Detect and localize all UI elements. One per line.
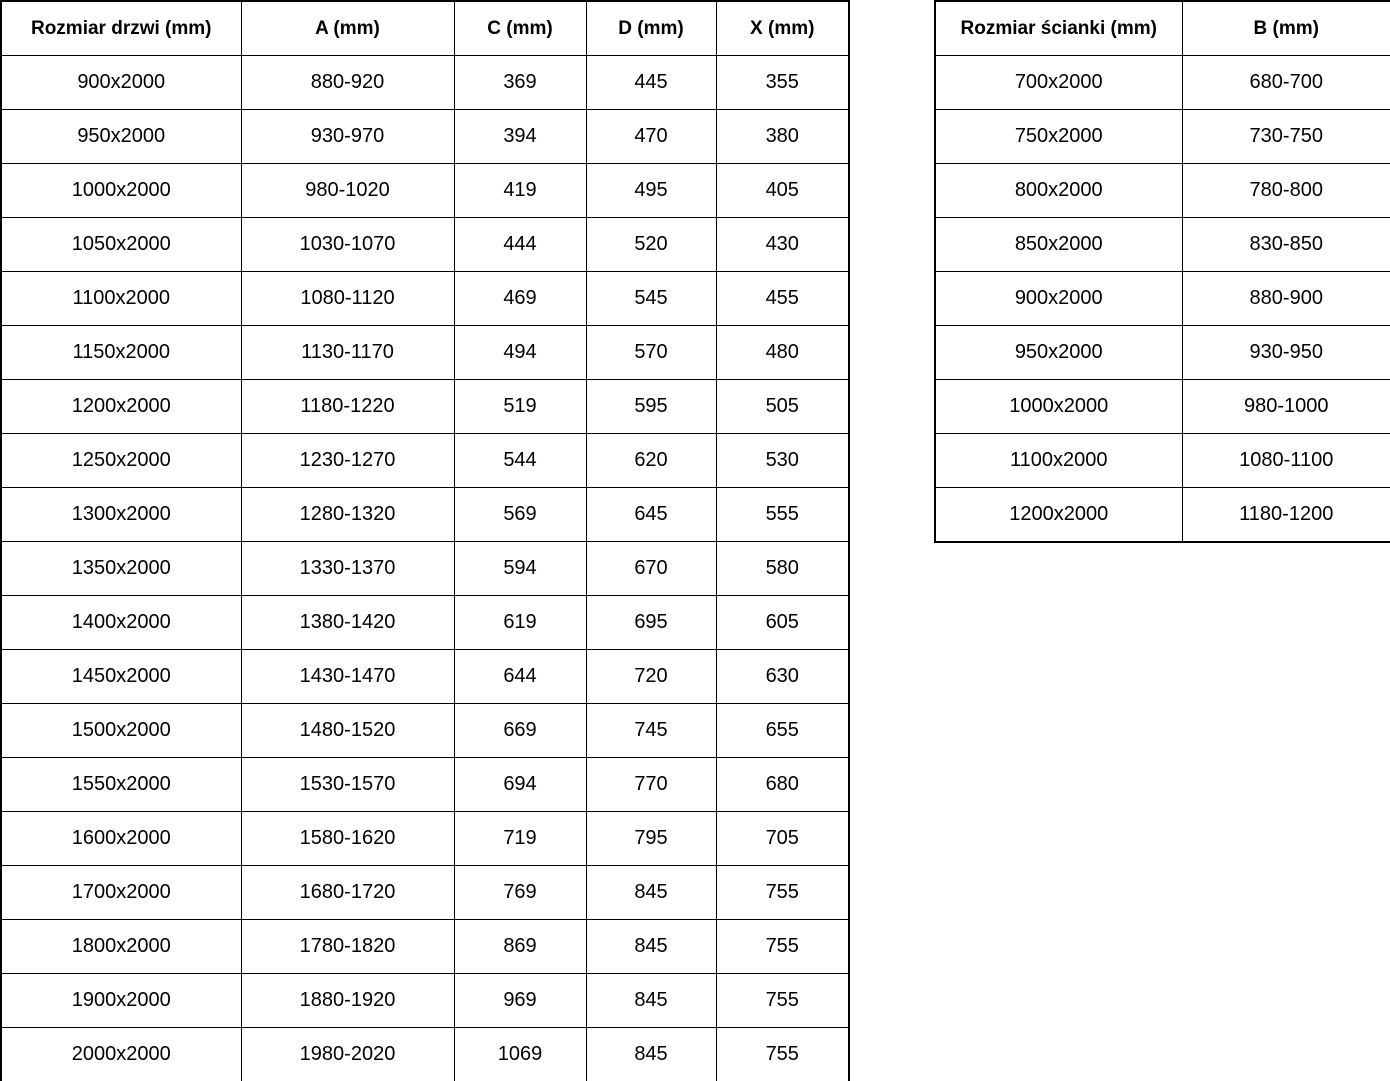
table-cell: 1680-1720	[241, 866, 454, 920]
table-cell: 1780-1820	[241, 920, 454, 974]
table-row	[1, 434, 849, 488]
table-cell: 494	[454, 326, 586, 380]
table-cell: 845	[586, 974, 716, 1028]
table-cell: 850x2000	[935, 218, 1182, 272]
table-cell: 470	[586, 110, 716, 164]
table-cell: 430	[716, 218, 849, 272]
table-cell: 720	[586, 650, 716, 704]
table-cell: 630	[716, 650, 849, 704]
table-cell: 950x2000	[1, 110, 241, 164]
table-cell: 1880-1920	[241, 974, 454, 1028]
door-table-header-row	[1, 1, 849, 56]
table-cell: 900x2000	[935, 272, 1182, 326]
table-cell: 755	[716, 1028, 849, 1081]
table-cell: 394	[454, 110, 586, 164]
table-cell: 980-1020	[241, 164, 454, 218]
table-cell: 1900x2000	[1, 974, 241, 1028]
column-header-b: B (mm)	[1182, 1, 1390, 56]
table-cell: 745	[586, 704, 716, 758]
table-cell: 380	[716, 110, 849, 164]
table-cell: 880-900	[1182, 272, 1390, 326]
table-cell: 1550x2000	[1, 758, 241, 812]
table-row	[1, 326, 849, 380]
table-row	[1, 758, 849, 812]
table-cell: 1080-1120	[241, 272, 454, 326]
table-cell: 569	[454, 488, 586, 542]
table-cell: 795	[586, 812, 716, 866]
table-cell: 969	[454, 974, 586, 1028]
table-row	[1, 650, 849, 704]
table-cell: 719	[454, 812, 586, 866]
table-cell: 830-850	[1182, 218, 1390, 272]
table-cell: 1030-1070	[241, 218, 454, 272]
table-row	[935, 56, 1390, 110]
table-cell: 670	[586, 542, 716, 596]
table-cell: 1980-2020	[241, 1028, 454, 1081]
table-row	[935, 434, 1390, 488]
table-cell: 545	[586, 272, 716, 326]
table-cell: 469	[454, 272, 586, 326]
table-cell: 419	[454, 164, 586, 218]
column-header-x: X (mm)	[716, 1, 849, 56]
column-header-d: D (mm)	[586, 1, 716, 56]
table-cell: 780-800	[1182, 164, 1390, 218]
table-cell: 755	[716, 866, 849, 920]
table-row	[1, 812, 849, 866]
table-cell: 1330-1370	[241, 542, 454, 596]
table-cell: 1180-1200	[1182, 488, 1390, 543]
table-cell: 1180-1220	[241, 380, 454, 434]
table-cell: 644	[454, 650, 586, 704]
table-row	[1, 488, 849, 542]
table-cell: 2000x2000	[1, 1028, 241, 1081]
table-cell: 730-750	[1182, 110, 1390, 164]
column-header-wall-size: Rozmiar ścianki (mm)	[935, 1, 1182, 56]
table-cell: 680-700	[1182, 56, 1390, 110]
table-cell: 594	[454, 542, 586, 596]
wall-size-table	[934, 0, 1390, 543]
table-cell: 869	[454, 920, 586, 974]
column-header-a: A (mm)	[241, 1, 454, 56]
table-row	[935, 110, 1390, 164]
table-cell: 530	[716, 434, 849, 488]
table-cell: 694	[454, 758, 586, 812]
table-cell: 445	[586, 56, 716, 110]
table-cell: 669	[454, 704, 586, 758]
table-cell: 1530-1570	[241, 758, 454, 812]
table-cell: 1000x2000	[1, 164, 241, 218]
table-cell: 845	[586, 866, 716, 920]
table-cell: 680	[716, 758, 849, 812]
table-cell: 1430-1470	[241, 650, 454, 704]
table-cell: 580	[716, 542, 849, 596]
table-cell: 930-970	[241, 110, 454, 164]
table-cell: 520	[586, 218, 716, 272]
table-cell: 405	[716, 164, 849, 218]
table-cell: 1280-1320	[241, 488, 454, 542]
table-row	[1, 56, 849, 110]
table-cell: 495	[586, 164, 716, 218]
table-cell: 1100x2000	[935, 434, 1182, 488]
table-row	[1, 164, 849, 218]
table-cell: 695	[586, 596, 716, 650]
table-cell: 705	[716, 812, 849, 866]
table-row	[935, 164, 1390, 218]
table-cell: 1800x2000	[1, 920, 241, 974]
table-row	[1, 866, 849, 920]
table-row	[1, 596, 849, 650]
table-cell: 605	[716, 596, 849, 650]
table-cell: 1200x2000	[935, 488, 1182, 543]
table-row	[1, 704, 849, 758]
table-cell: 519	[454, 380, 586, 434]
table-row	[1, 920, 849, 974]
table-row	[935, 326, 1390, 380]
table-row	[935, 380, 1390, 434]
table-cell: 1230-1270	[241, 434, 454, 488]
table-cell: 655	[716, 704, 849, 758]
table-row	[935, 272, 1390, 326]
table-cell: 1400x2000	[1, 596, 241, 650]
table-cell: 645	[586, 488, 716, 542]
table-cell: 1350x2000	[1, 542, 241, 596]
table-row	[1, 380, 849, 434]
table-cell: 1600x2000	[1, 812, 241, 866]
table-cell: 755	[716, 974, 849, 1028]
table-cell: 1000x2000	[935, 380, 1182, 434]
table-cell: 1200x2000	[1, 380, 241, 434]
table-cell: 800x2000	[935, 164, 1182, 218]
table-cell: 1250x2000	[1, 434, 241, 488]
table-cell: 700x2000	[935, 56, 1182, 110]
table-row	[1, 542, 849, 596]
table-cell: 1080-1100	[1182, 434, 1390, 488]
table-cell: 950x2000	[935, 326, 1182, 380]
table-cell: 880-920	[241, 56, 454, 110]
table-cell: 444	[454, 218, 586, 272]
table-cell: 1069	[454, 1028, 586, 1081]
table-cell: 1480-1520	[241, 704, 454, 758]
table-cell: 769	[454, 866, 586, 920]
table-cell: 1500x2000	[1, 704, 241, 758]
table-row	[1, 218, 849, 272]
table-cell: 1580-1620	[241, 812, 454, 866]
table-cell: 369	[454, 56, 586, 110]
table-row	[935, 218, 1390, 272]
table-cell: 1700x2000	[1, 866, 241, 920]
table-cell: 770	[586, 758, 716, 812]
table-cell: 1300x2000	[1, 488, 241, 542]
table-row	[935, 488, 1390, 543]
table-cell: 544	[454, 434, 586, 488]
table-cell: 455	[716, 272, 849, 326]
table-cell: 1100x2000	[1, 272, 241, 326]
table-cell: 1380-1420	[241, 596, 454, 650]
table-cell: 1450x2000	[1, 650, 241, 704]
table-row	[1, 272, 849, 326]
column-header-door-size: Rozmiar drzwi (mm)	[1, 1, 241, 56]
table-row	[1, 110, 849, 164]
table-cell: 845	[586, 920, 716, 974]
wall-table-header-row	[935, 1, 1390, 56]
table-cell: 1150x2000	[1, 326, 241, 380]
table-cell: 619	[454, 596, 586, 650]
table-row	[1, 1028, 849, 1081]
table-cell: 755	[716, 920, 849, 974]
table-cell: 355	[716, 56, 849, 110]
table-cell: 930-950	[1182, 326, 1390, 380]
table-cell: 900x2000	[1, 56, 241, 110]
table-cell: 845	[586, 1028, 716, 1081]
table-cell: 595	[586, 380, 716, 434]
table-row	[1, 974, 849, 1028]
table-cell: 505	[716, 380, 849, 434]
table-cell: 620	[586, 434, 716, 488]
table-cell: 980-1000	[1182, 380, 1390, 434]
table-cell: 1130-1170	[241, 326, 454, 380]
table-cell: 555	[716, 488, 849, 542]
table-cell: 570	[586, 326, 716, 380]
table-cell: 1050x2000	[1, 218, 241, 272]
table-cell: 750x2000	[935, 110, 1182, 164]
column-header-c: C (mm)	[454, 1, 586, 56]
table-cell: 480	[716, 326, 849, 380]
